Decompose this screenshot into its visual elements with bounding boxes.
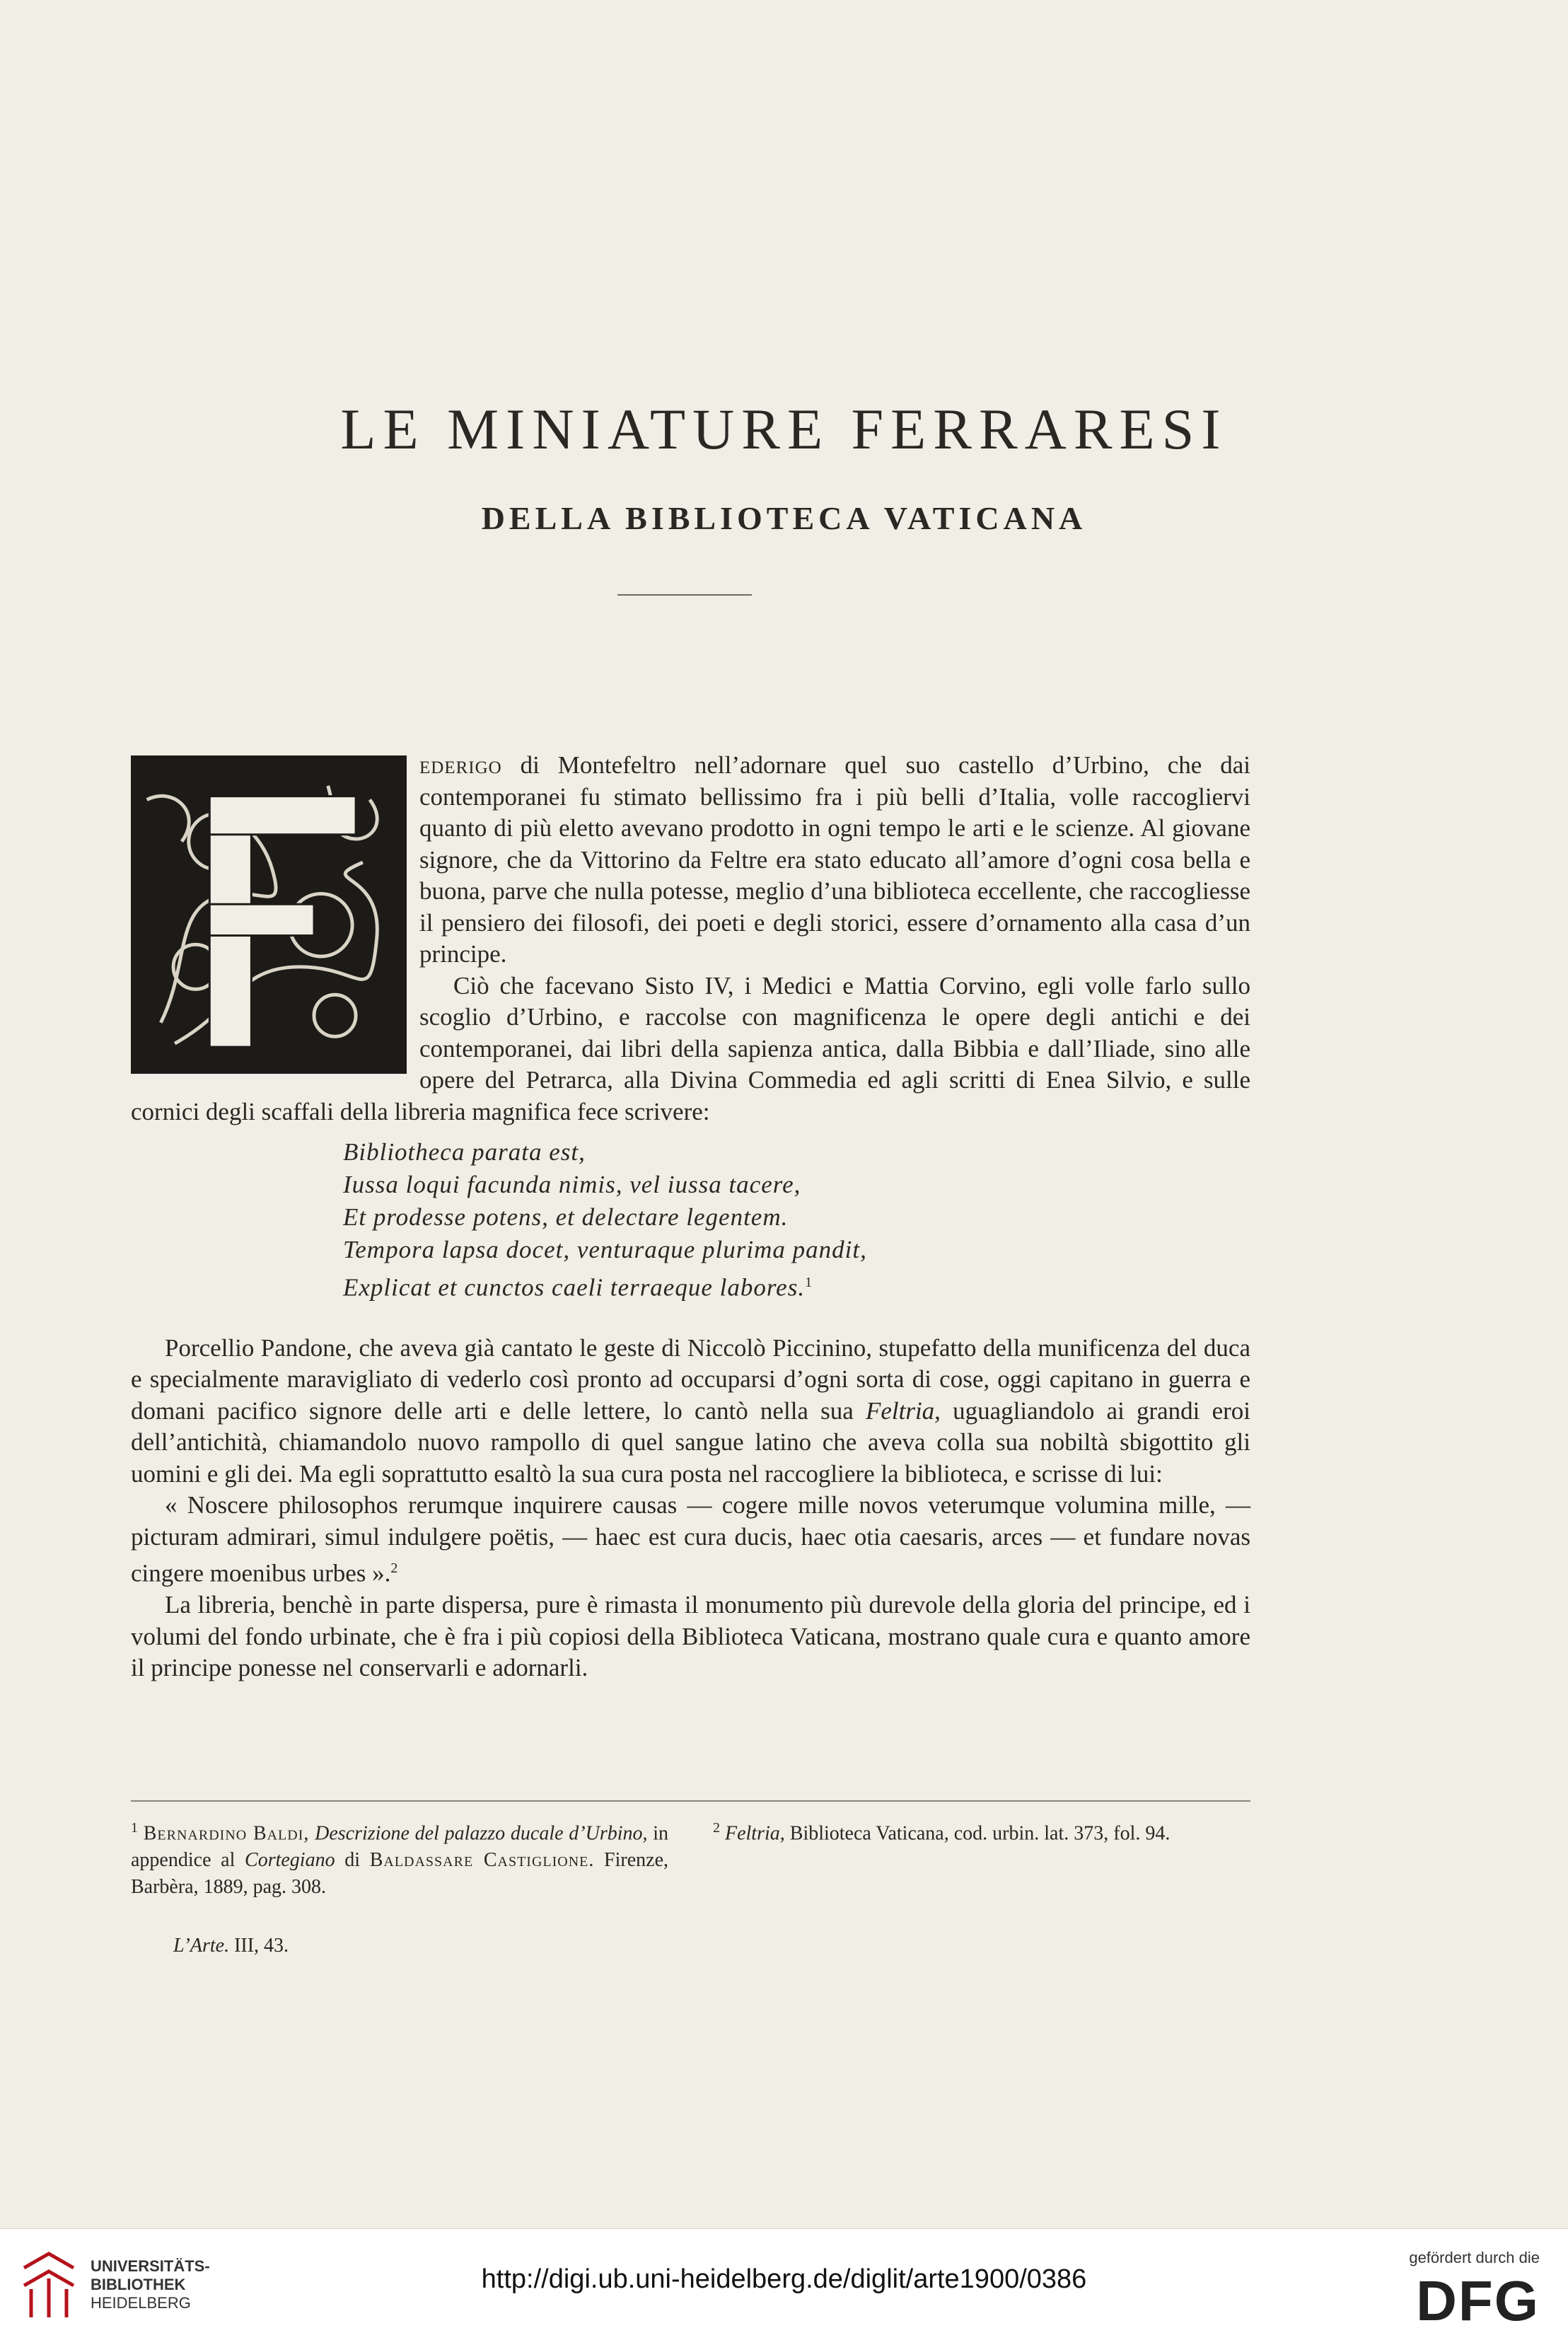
footnote-ref-2: 2 — [390, 1560, 398, 1577]
decorated-initial-f-icon — [131, 755, 407, 1074]
paragraph-1-text: di Montefeltro nell’adornare quel suo castello d’Urbino, che dai contemporanei fu stimato bellissimo fra i più belli d’Italia, volle raccogliervi quanto di più eletto avevano prodotto in ogni tempo le arti e le scienze. Al giovane signore, che da Vittorino da Feltre era stato educato all’amore d’ogni cosa bella e buona, parve che nulla potesse, meglio d’una biblioteca eccellente, che raccogliesse il pensiero dei filosofi, dei poeti e degli storici, essere d’ornamento alla casa d’un principe. — [419, 751, 1250, 968]
footnote-2: $^2$ Feltria, Biblioteca Vaticana, cod. urbin. lat. 373, fol. 94. — [713, 1820, 1171, 1845]
viewer-footer — [0, 2228, 1568, 2340]
footnote-ref-1: 1 — [805, 1275, 813, 1290]
footnote-divider — [131, 1800, 1250, 1802]
paragraph-5: La libreria, benchè in parte dispersa, pure è rimasta il monumento più durevole della gloria del principe, ed i volumi del fondo urbinate, che è fra i più copiosi della Biblioteca Vaticana, mostrano quale cura e quanto amore il principe ponesse nel conservarli e adornarli. — [131, 1591, 1250, 1682]
article-subtitle: DELLA BIBLIOTECA VATICANA — [481, 500, 1087, 536]
page-signature: L’Arte. III, 43. — [173, 1935, 289, 1957]
article-body — [131, 750, 1250, 1684]
paragraph-3: Porcellio Pandone, che aveva già cantato le geste di Niccolò Piccinino, stupefatto della munificenza del duca e specialmente maravigliato di vederlo così pronto ad occuparsi d’ogni sorta di cose, oggi capitano in guerra e domani pacifico signore delle arti e delle lettere, lo cantò nella sua Feltria, uguagliandolo ai grandi eroi dell’antichità, chiamandolo nuovo rampollo di quel sangue latino che aveva colla sua nobiltà sbigottito gli uomini e gli dei. Ma egli soprattutto esaltò la sua cura posta nel raccogliere la biblioteca, e scrisse di lui: — [131, 1333, 1250, 1488]
paragraph-1 — [131, 750, 1250, 971]
paragraph-2: Ciò che facevano Sisto IV, i Medici e Mattia Corvino, egli volle farlo sullo scoglio d’Urbino, e raccolse con magnificenza le opere degli antichi e dei contemporanei, dai libri della sapienza antica, dalla Bibbia e dall’Iliade, sino alle opere del Petrarca, alla Divina Commedia ed agli scritti di Enea Silvio, e sulle cornici degli scaffali della libreria magnifica fece scrivere: — [131, 971, 1250, 1125]
feltria-title: Feltria, — [865, 1396, 941, 1425]
first-word-smallcaps: ederigo — [419, 751, 502, 779]
paragraph-4-quote: « Noscere philosophos rerumque inquirere causas — cogere mille novos veterumque volumina mille, — picturam admirari, simul indulgere poëtis, — haec est cura ducis, haec otia caesaris, arces — et fundare novas cingere moenibus urbes ».$^2$ — [131, 1491, 1250, 1587]
verse-line: Tempora lapsa docet, venturaque plurima pandit, — [343, 1236, 867, 1263]
verse-line: Iussa loqui facunda nimis, vel iussa tacere, — [343, 1171, 801, 1198]
footnote-1: $^1$ Bernardino Baldi, Descrizione del palazzo ducale d’Urbino, in appendice al Cortegiano di Baldassare Castiglione. Firenze, Barbèra, 1889, pag. 308. — [131, 1820, 669, 1899]
verse-line: Et prodesse potens, et delectare legentem. — [343, 1203, 789, 1231]
permalink-url[interactable]: http://digi.ub.uni-heidelberg.de/diglit/arte1900/0386 — [481, 2264, 1087, 2294]
footnotes — [131, 1814, 1250, 1901]
verse-line: Bibliotheca parata est, — [343, 1138, 586, 1166]
latin-verse-quote — [343, 1136, 1250, 1304]
title-divider — [617, 594, 752, 596]
funding-caption: gefördert durch die — [1409, 2249, 1540, 2266]
verse-line: Explicat et cunctos caeli terraeque labores.$^1$ — [343, 1273, 813, 1302]
dfg-logo[interactable]: DFG — [1416, 2269, 1540, 2332]
article-title: LE MINIATURE FERRARESI — [340, 397, 1228, 461]
library-name: UNIVERSITÄTS- BIBLIOTHEK HEIDELBERG — [91, 2257, 210, 2312]
